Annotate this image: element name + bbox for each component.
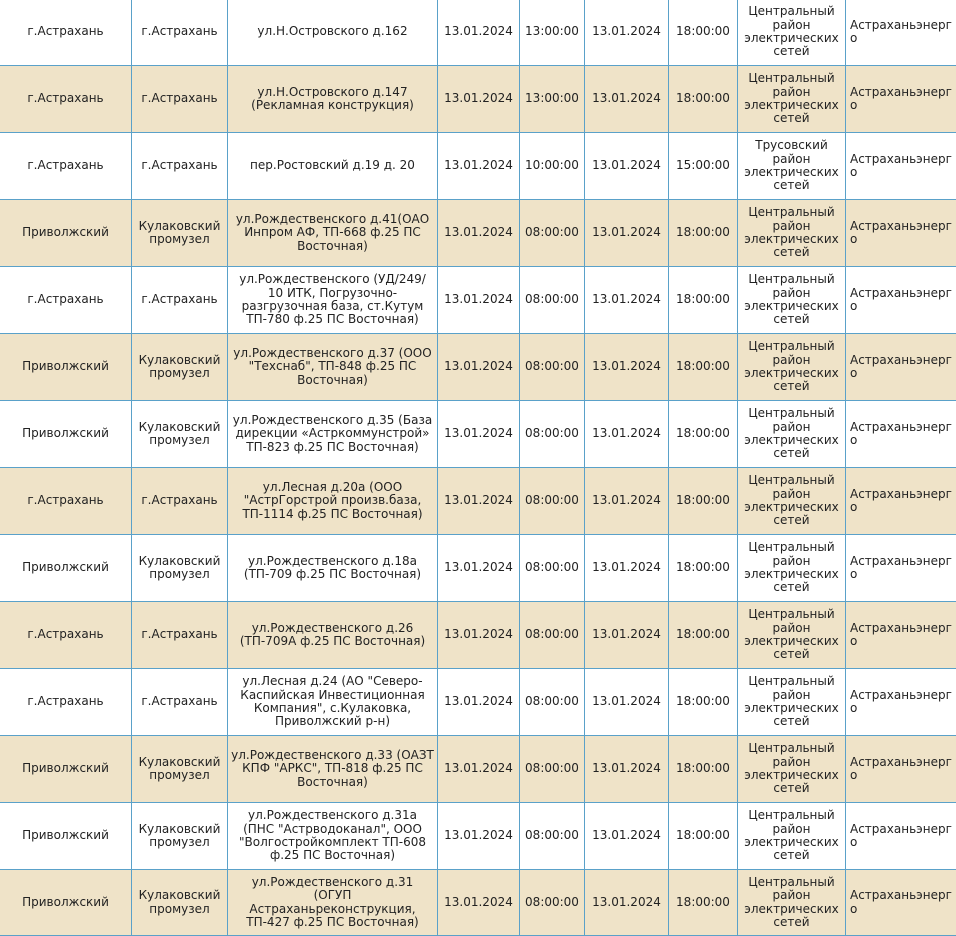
start-time-cell: 08:00:00 [520,736,585,803]
end-date-cell: 13.01.2024 [585,736,669,803]
organization-cell: Астраханьэнерго [846,535,956,602]
start-time-cell: 08:00:00 [520,803,585,870]
start-time-cell: 08:00:00 [520,468,585,535]
district-cell: г.Астрахань [0,0,132,66]
end-date-cell: 13.01.2024 [585,669,669,736]
address-cell: ул.Н.Островского д.147 (Рекламная конструкция) [228,66,438,133]
organization-cell: Астраханьэнерго [846,736,956,803]
end-time-cell: 18:00:00 [669,736,738,803]
address-cell: ул.Рождественского д.33 (ОАЗТ КПФ "АРКС", ТП-818 ф.25 ПС Восточная) [228,736,438,803]
locality-cell: Кулаковский промузел [132,803,228,870]
end-time-cell: 18:00:00 [669,468,738,535]
locality-cell: Кулаковский промузел [132,870,228,936]
table-row [0,535,956,602]
end-time-cell: 18:00:00 [669,535,738,602]
address-cell: ул.Рождественского д.31а (ПНС "Астрводоканал", ООО "Волгостройкомплект ТП-608 ф.25 ПС Восточная) [228,803,438,870]
end-time-cell: 18:00:00 [669,334,738,401]
table-row [0,200,956,267]
network-cell: Трусовский район электрических сетей [738,133,846,200]
network-cell: Центральный район электрических сетей [738,870,846,936]
organization-cell: Астраханьэнерго [846,133,956,200]
table-row [0,468,956,535]
locality-cell: г.Астрахань [132,66,228,133]
district-cell: Приволжский [0,535,132,602]
locality-cell: Кулаковский промузел [132,535,228,602]
address-cell: ул.Рождественского д.35 (База дирекции «Астркоммунстрой» ТП-823 ф.25 ПС Восточная) [228,401,438,468]
address-cell: ул.Рождественского д.41(ОАО Инпром АФ, ТП-668 ф.25 ПС Восточная) [228,200,438,267]
locality-cell: Кулаковский промузел [132,334,228,401]
locality-cell: г.Астрахань [132,133,228,200]
end-time-cell: 18:00:00 [669,401,738,468]
district-cell: Приволжский [0,803,132,870]
district-cell: Приволжский [0,401,132,468]
organization-cell: Астраханьэнерго [846,401,956,468]
table-row [0,401,956,468]
table-row [0,669,956,736]
district-cell: г.Астрахань [0,267,132,334]
start-time-cell: 08:00:00 [520,535,585,602]
end-date-cell: 13.01.2024 [585,267,669,334]
address-cell: ул.Рождественского д.37 (ООО "Техснаб", ТП-848 ф.25 ПС Восточная) [228,334,438,401]
table-row [0,267,956,334]
locality-cell: г.Астрахань [132,468,228,535]
end-time-cell: 18:00:00 [669,870,738,936]
district-cell: Приволжский [0,200,132,267]
end-date-cell: 13.01.2024 [585,66,669,133]
network-cell: Центральный район электрических сетей [738,602,846,669]
locality-cell: г.Астрахань [132,0,228,66]
organization-cell: Астраханьэнерго [846,66,956,133]
start-date-cell: 13.01.2024 [438,267,520,334]
organization-cell: Астраханьэнерго [846,602,956,669]
network-cell: Центральный район электрических сетей [738,535,846,602]
network-cell: Центральный район электрических сетей [738,0,846,66]
address-cell: ул.Лесная д.20а (ООО "АстрГорстрой произв.база, ТП-1114 ф.25 ПС Восточная) [228,468,438,535]
end-date-cell: 13.01.2024 [585,602,669,669]
organization-cell: Астраханьэнерго [846,669,956,736]
end-time-cell: 18:00:00 [669,267,738,334]
network-cell: Центральный район электрических сетей [738,468,846,535]
end-time-cell: 18:00:00 [669,200,738,267]
locality-cell: г.Астрахань [132,669,228,736]
start-date-cell: 13.01.2024 [438,535,520,602]
district-cell: г.Астрахань [0,66,132,133]
start-date-cell: 13.01.2024 [438,133,520,200]
start-date-cell: 13.01.2024 [438,200,520,267]
district-cell: Приволжский [0,736,132,803]
organization-cell: Астраханьэнерго [846,803,956,870]
end-time-cell: 18:00:00 [669,669,738,736]
start-date-cell: 13.01.2024 [438,66,520,133]
start-date-cell: 13.01.2024 [438,401,520,468]
start-date-cell: 13.01.2024 [438,334,520,401]
network-cell: Центральный район электрических сетей [738,267,846,334]
organization-cell: Астраханьэнерго [846,200,956,267]
end-time-cell: 15:00:00 [669,133,738,200]
address-cell: ул.Рождественского д.18а (ТП-709 ф.25 ПС Восточная) [228,535,438,602]
end-date-cell: 13.01.2024 [585,133,669,200]
table-row [0,602,956,669]
locality-cell: Кулаковский промузел [132,401,228,468]
district-cell: Приволжский [0,870,132,936]
address-cell: ул.Рождественского (УД/249/ 10 ИТК, Погрузочно-разгрузочная база, ст.Кутум ТП-780 ф.25 ПС Восточная) [228,267,438,334]
table-row [0,870,956,936]
start-time-cell: 08:00:00 [520,602,585,669]
end-time-cell: 18:00:00 [669,803,738,870]
address-cell: ул.Рождественского д.26 (ТП-709А ф.25 ПС Восточная) [228,602,438,669]
start-time-cell: 08:00:00 [520,334,585,401]
address-cell: ул.Н.Островского д.162 [228,0,438,66]
end-date-cell: 13.01.2024 [585,0,669,66]
start-time-cell: 08:00:00 [520,870,585,936]
end-time-cell: 18:00:00 [669,602,738,669]
table-row [0,133,956,200]
locality-cell: Кулаковский промузел [132,200,228,267]
end-date-cell: 13.01.2024 [585,535,669,602]
start-time-cell: 13:00:00 [520,0,585,66]
start-date-cell: 13.01.2024 [438,0,520,66]
table-row [0,736,956,803]
district-cell: г.Астрахань [0,133,132,200]
start-time-cell: 08:00:00 [520,267,585,334]
start-time-cell: 08:00:00 [520,401,585,468]
network-cell: Центральный район электрических сетей [738,334,846,401]
start-date-cell: 13.01.2024 [438,669,520,736]
organization-cell: Астраханьэнерго [846,334,956,401]
network-cell: Центральный район электрических сетей [738,736,846,803]
table-row [0,0,956,66]
district-cell: Приволжский [0,334,132,401]
address-cell: пер.Ростовский д.19 д. 20 [228,133,438,200]
start-date-cell: 13.01.2024 [438,602,520,669]
end-date-cell: 13.01.2024 [585,468,669,535]
district-cell: г.Астрахань [0,468,132,535]
table-row [0,803,956,870]
network-cell: Центральный район электрических сетей [738,401,846,468]
locality-cell: г.Астрахань [132,602,228,669]
organization-cell: Астраханьэнерго [846,468,956,535]
network-cell: Центральный район электрических сетей [738,200,846,267]
end-date-cell: 13.01.2024 [585,803,669,870]
end-date-cell: 13.01.2024 [585,401,669,468]
end-date-cell: 13.01.2024 [585,200,669,267]
end-date-cell: 13.01.2024 [585,334,669,401]
start-date-cell: 13.01.2024 [438,468,520,535]
district-cell: г.Астрахань [0,602,132,669]
start-date-cell: 13.01.2024 [438,803,520,870]
address-cell: ул.Лесная д.24 (АО "Северо-Каспийская Инвестиционная Компания", с.Кулаковка, Приволжский р-н) [228,669,438,736]
start-time-cell: 08:00:00 [520,669,585,736]
end-date-cell: 13.01.2024 [585,870,669,936]
start-time-cell: 13:00:00 [520,66,585,133]
network-cell: Центральный район электрических сетей [738,669,846,736]
organization-cell: Астраханьэнерго [846,0,956,66]
table-row [0,66,956,133]
organization-cell: Астраханьэнерго [846,267,956,334]
address-cell: ул.Рождественского д.31 (ОГУП Астраханьреконструкция, ТП-427 ф.25 ПС Восточная) [228,870,438,936]
start-date-cell: 13.01.2024 [438,736,520,803]
start-time-cell: 08:00:00 [520,200,585,267]
network-cell: Центральный район электрических сетей [738,803,846,870]
table-row [0,334,956,401]
start-date-cell: 13.01.2024 [438,870,520,936]
end-time-cell: 18:00:00 [669,0,738,66]
organization-cell: Астраханьэнерго [846,870,956,936]
network-cell: Центральный район электрических сетей [738,66,846,133]
start-time-cell: 10:00:00 [520,133,585,200]
district-cell: г.Астрахань [0,669,132,736]
locality-cell: Кулаковский промузел [132,736,228,803]
locality-cell: г.Астрахань [132,267,228,334]
end-time-cell: 18:00:00 [669,66,738,133]
